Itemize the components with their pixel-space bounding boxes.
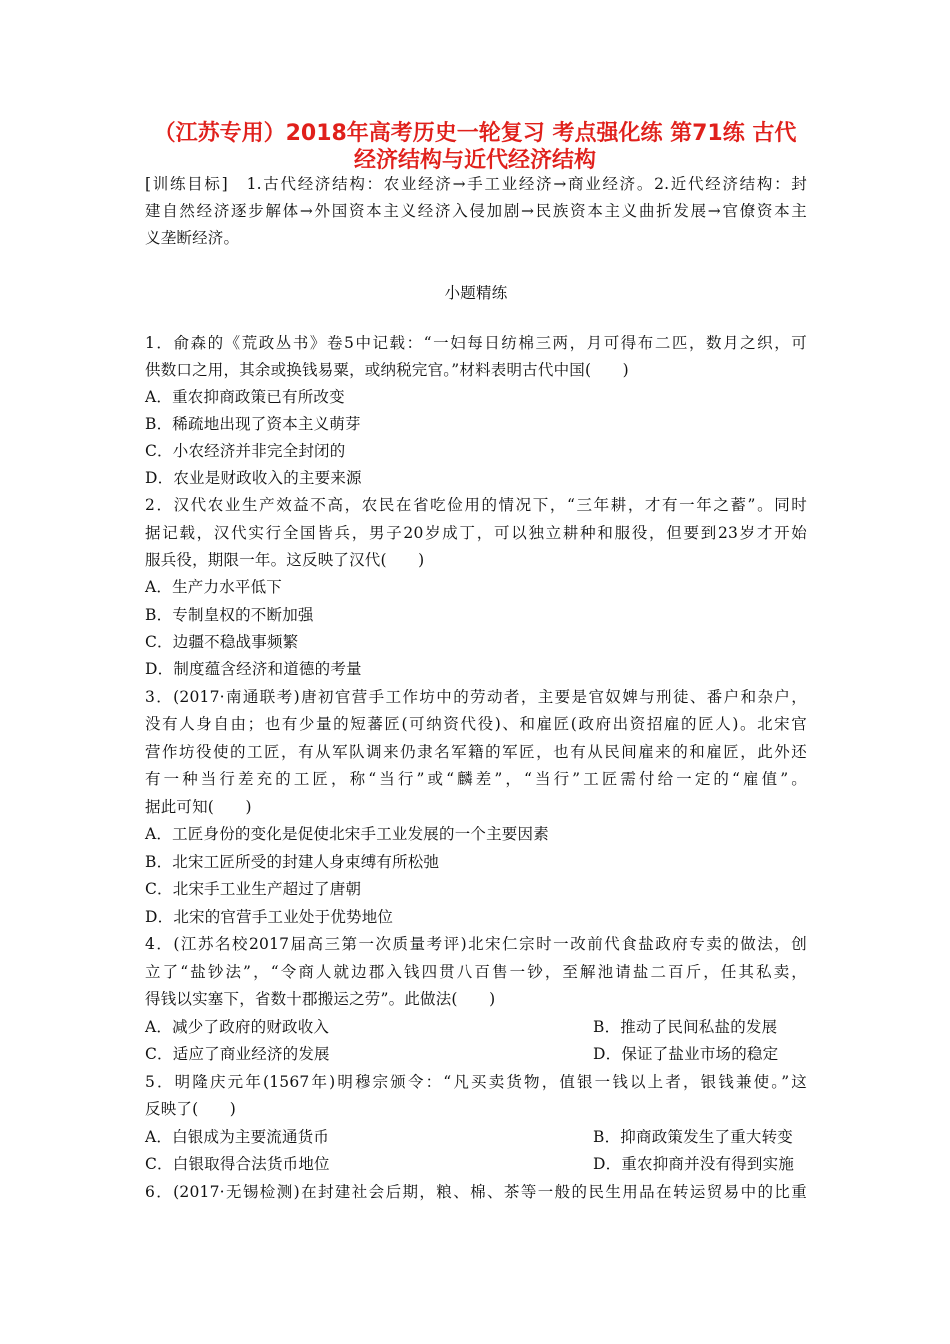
question-4-option-c: C．适应了商业经济的发展: [145, 1045, 330, 1063]
question-1-option-c: C．小农经济并非完全封闭的: [145, 442, 346, 460]
question-4-option-a: A．减少了政府的财政收入: [145, 1018, 330, 1036]
question-5-options-row-2: [145, 1154, 807, 1174]
question-3-line: 3．(2017·南通联考)唐初官营手工作坊中的劳动者，主要是官奴婢与刑徒、番户和杂户，: [145, 688, 807, 706]
question-5-line: 5．明隆庆元年(1567年)明穆宗颁令：“凡买卖货物，值银一钱以上者，银钱兼使。”这: [145, 1073, 807, 1091]
question-2-option-b: B．专制皇权的不断加强: [145, 606, 314, 624]
question-1-line: 供数口之用，其余或换钱易粟，或纳税完官。”材料表明古代中国( ): [145, 361, 629, 379]
objective-line: [训练目标] 1.古代经济结构：农业经济→手工业经济→商业经济。2.近代经济结构：封: [145, 175, 807, 193]
question-4-option-d: D．保证了盐业市场的稳定: [593, 1045, 779, 1063]
question-4-line: 立了“盐钞法”，“令商人就边郡入钱四贯八百售一钞，至解池请盐二百斤，任其私卖，: [145, 963, 807, 981]
question-3-option-a: A．工匠身份的变化是促使北宋手工业发展的一个主要因素: [145, 825, 549, 843]
question-1-option-d: D．农业是财政收入的主要来源: [145, 469, 362, 487]
question-5-option-b: B．抑商政策发生了重大转变: [593, 1128, 793, 1146]
objective-line: 义垄断经济。: [145, 229, 240, 247]
objective-line: 建自然经济逐步解体→外国资本主义经济入侵加剧→民族资本主义曲折发展→官僚资本主: [145, 202, 807, 220]
question-4-options-row-2: [145, 1044, 807, 1064]
question-2-option-a: A．生产力水平低下: [145, 578, 282, 596]
question-2-option-d: D．制度蕴含经济和道德的考量: [145, 660, 362, 678]
question-5-option-a: A．白银成为主要流通货币: [145, 1128, 330, 1146]
question-3-line: 营作坊役使的工匠，有从军队调来仍隶名军籍的军匠，也有从民间雇来的和雇匠，此外还: [145, 743, 807, 761]
question-5-options-row-1: [145, 1127, 807, 1147]
title-line-1: （江苏专用）2018年高考历史一轮复习 考点强化练 第71练 古代: [153, 121, 797, 146]
question-1-option-a: A．重农抑商政策已有所改变: [145, 388, 345, 406]
question-3-line: 有一种当行差充的工匠，称“当行”或“麟差”，“当行”工匠需付给一定的“雇值”。: [145, 770, 807, 788]
question-1-line: 1．俞森的《荒政丛书》卷5中记载：“一妇每日纺棉三两，月可得布二匹，数月之织，可: [145, 334, 807, 352]
question-5-option-c: C．白银取得合法货币地位: [145, 1155, 330, 1173]
question-4-line: 得钱以实塞下，省数十郡搬运之劳”。此做法( ): [145, 990, 496, 1008]
question-2-option-c: C．边疆不稳战事频繁: [145, 633, 299, 651]
section-heading: 小题精练: [444, 284, 508, 302]
document-title: [145, 120, 805, 174]
question-4-line: 4．(江苏名校2017届高三第一次质量考评)北宋仁宗时一改前代食盐政府专卖的做法，创: [145, 935, 807, 953]
question-2-line: 2．汉代农业生产效益不高，农民在省吃俭用的情况下，“三年耕，才有一年之蓄”。同时: [145, 496, 807, 514]
question-1-option-b: B．稀疏地出现了资本主义萌芽: [145, 415, 361, 433]
question-3-option-b: B．北宋工匠所受的封建人身束缚有所松弛: [145, 853, 440, 871]
question-3-option-c: C．北宋手工业生产超过了唐朝: [145, 880, 362, 898]
question-6-line: 6．(2017·无锡检测)在封建社会后期，粮、棉、茶等一般的民生用品在转运贸易中的比重: [145, 1183, 807, 1201]
question-3-option-d: D．北宋的官营手工业处于优势地位: [145, 908, 394, 926]
question-5-option-d: D．重农抑商并没有得到实施: [593, 1155, 795, 1173]
question-4-option-b: B．推动了民间私盐的发展: [593, 1018, 778, 1036]
question-3-line: 没有人身自由；也有少量的短蕃匠(可纳资代役)、和雇匠(政府出资招雇的匠人)。北宋官: [145, 715, 807, 733]
question-5-line: 反映了( ): [145, 1100, 236, 1118]
question-4-options-row-1: [145, 1017, 807, 1037]
question-2-line: 服兵役，期限一年。这反映了汉代( ): [145, 551, 425, 569]
question-2-line: 据记载，汉代实行全国皆兵，男子20岁成丁，可以独立耕种和服役，但要到23岁才开始: [145, 524, 807, 542]
title-line-2: 经济结构与近代经济结构: [353, 148, 596, 173]
question-3-line: 据此可知( ): [145, 798, 252, 816]
